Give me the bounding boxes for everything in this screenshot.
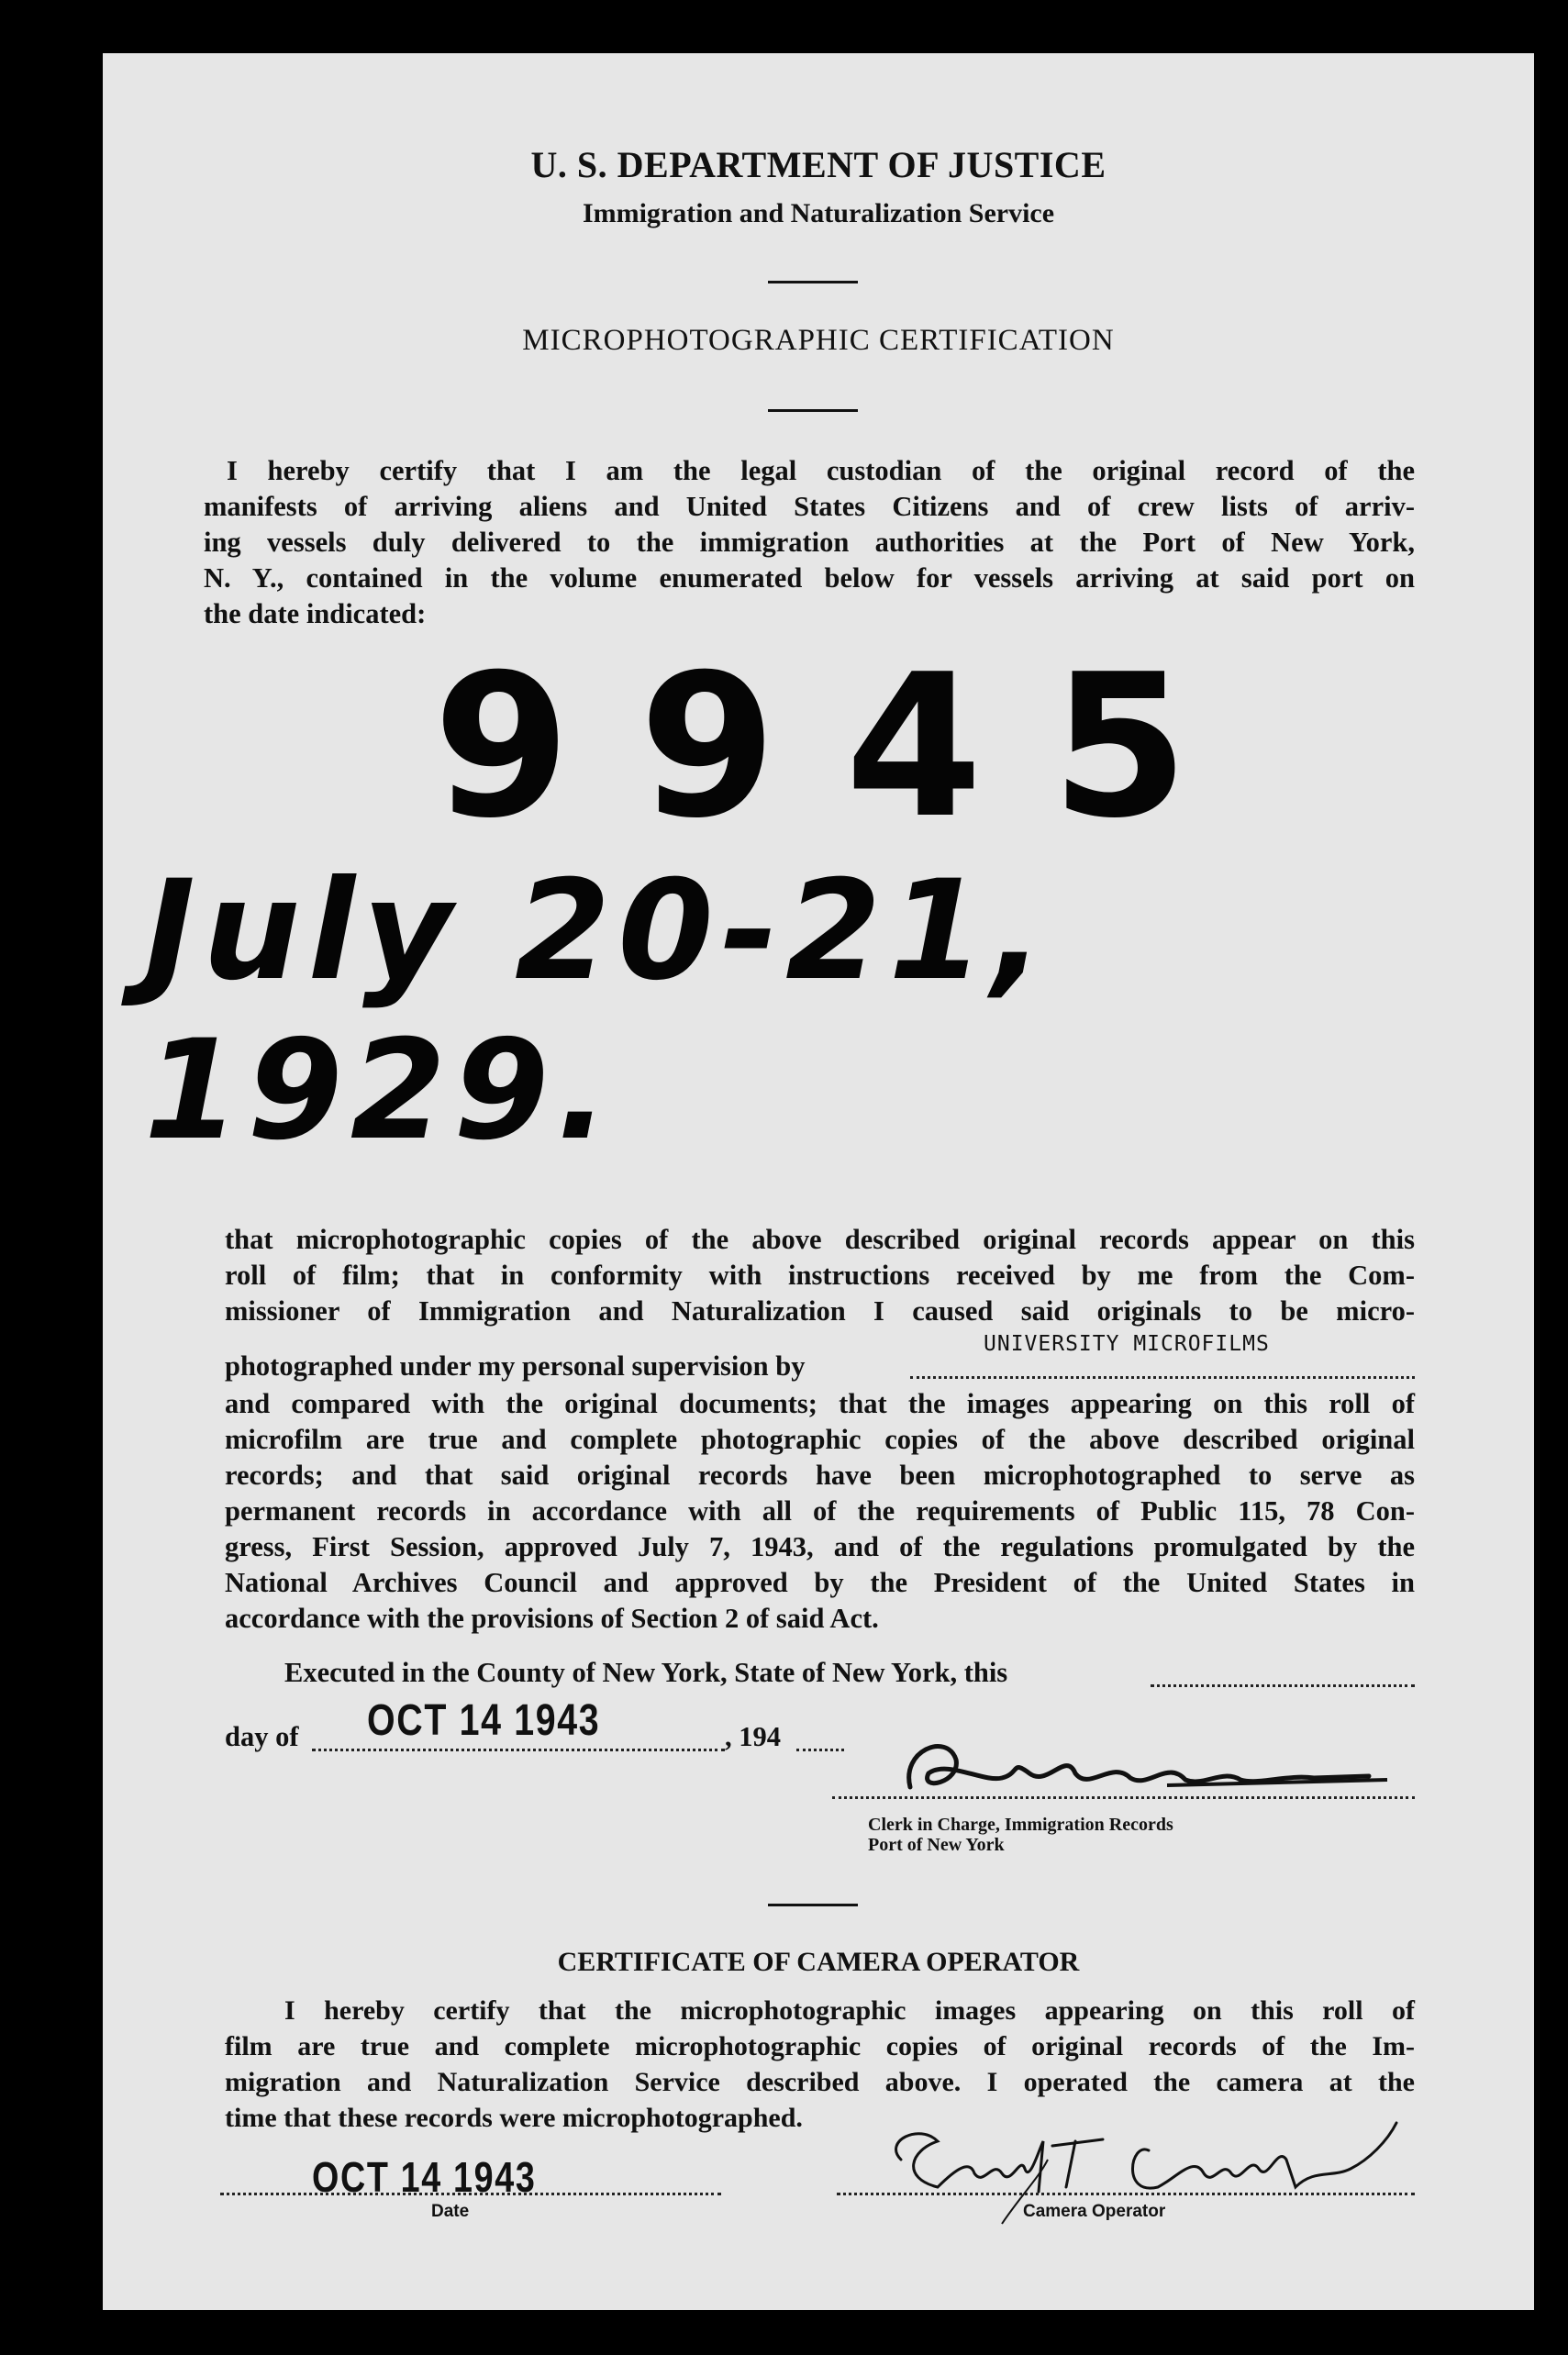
year-dotted-line (796, 1721, 844, 1751)
executed-day-dotted-line (1151, 1657, 1415, 1687)
body-line: permanent records in accordance with all of the requirements of Public 115, 78 Con- (225, 1495, 1415, 1527)
operator-line: migration and Naturalization Service described above. I operated the camera at the (225, 2067, 1415, 2097)
service-subheading: Immigration and Naturalization Service (582, 198, 1055, 228)
intro-line: I hereby certify that I am the legal custodian of the original record of the (227, 455, 1415, 486)
operator-line: time that these records were microphotographed. (225, 2103, 803, 2133)
clerk-title: Clerk in Charge, Immigration Records (868, 1815, 1173, 1835)
day-of-date-stamp: OCT 14 1943 (367, 1696, 601, 1745)
day-of-label: day of (225, 1721, 299, 1752)
body-line: records; and that said original records have been microphotographed to serve as (225, 1460, 1415, 1491)
body-line: National Archives Council and approved by the President of the United States in (225, 1567, 1415, 1598)
camera-operator-label: Camera Operator (1023, 2202, 1166, 2221)
supervisor-typed-name: UNIVERSITY MICROFILMS (984, 1332, 1270, 1356)
certification-title: MICROPHOTOGRAPHIC CERTIFICATION (522, 324, 1115, 357)
intro-line: N. Y., contained in the volume enumerated below for vessels arriving at said port on (204, 562, 1415, 594)
operator-date-stamp: OCT 14 1943 (312, 2153, 537, 2201)
divider-rule (768, 409, 858, 412)
operator-line: I hereby certify that the microphotographic images appearing on this roll of (284, 1995, 1415, 2026)
year-suffix: , 194 (725, 1721, 781, 1752)
intro-line: ing vessels duly delivered to the immigration authorities at the Port of New York, (204, 527, 1415, 558)
camera-operator-title: CERTIFICATE OF CAMERA OPERATOR (557, 1947, 1080, 1977)
date-label: Date (431, 2202, 470, 2221)
body-line: gress, First Session, approved July 7, 1943, and of the regulations promulgated by the (225, 1531, 1415, 1562)
body-line: accordance with the provisions of Section 2 of said Act. (225, 1603, 879, 1634)
operator-signature (883, 2105, 1415, 2215)
certificate-page (103, 53, 1534, 2310)
handwritten-volume-number: 9945 (433, 631, 1258, 861)
divider-rule (768, 281, 858, 283)
executed-statement: Executed in the County of New York, State of New York, this (284, 1657, 1008, 1688)
body-line: missioner of Immigration and Naturalization I caused said originals to be micro- (225, 1295, 1415, 1327)
body-line: microfilm are true and complete photographic copies of the above described original (225, 1424, 1415, 1455)
handwritten-date-range: July 20-21, 1929. (144, 851, 1051, 1171)
intro-line: the date indicated: (204, 598, 427, 629)
intro-line: manifests of arriving aliens and United States Citizens and of crew lists of arriv- (204, 491, 1415, 522)
clerk-location: Port of New York (868, 1835, 1005, 1855)
body-line: roll of film; that in conformity with instructions received by me from the Com- (225, 1260, 1415, 1291)
supervision-prefix: photographed under my personal supervision by (225, 1350, 806, 1382)
body-line: that microphotographic copies of the above described original records appear on this (225, 1224, 1415, 1255)
body-line: and compared with the original documents; that the images appearing on this roll of (225, 1388, 1415, 1419)
operator-line: film are true and complete microphotographic copies of original records of the Im- (225, 2031, 1415, 2061)
clerk-signature (892, 1732, 1406, 1805)
divider-rule (768, 1904, 858, 1906)
department-heading: U. S. DEPARTMENT OF JUSTICE (530, 144, 1106, 185)
